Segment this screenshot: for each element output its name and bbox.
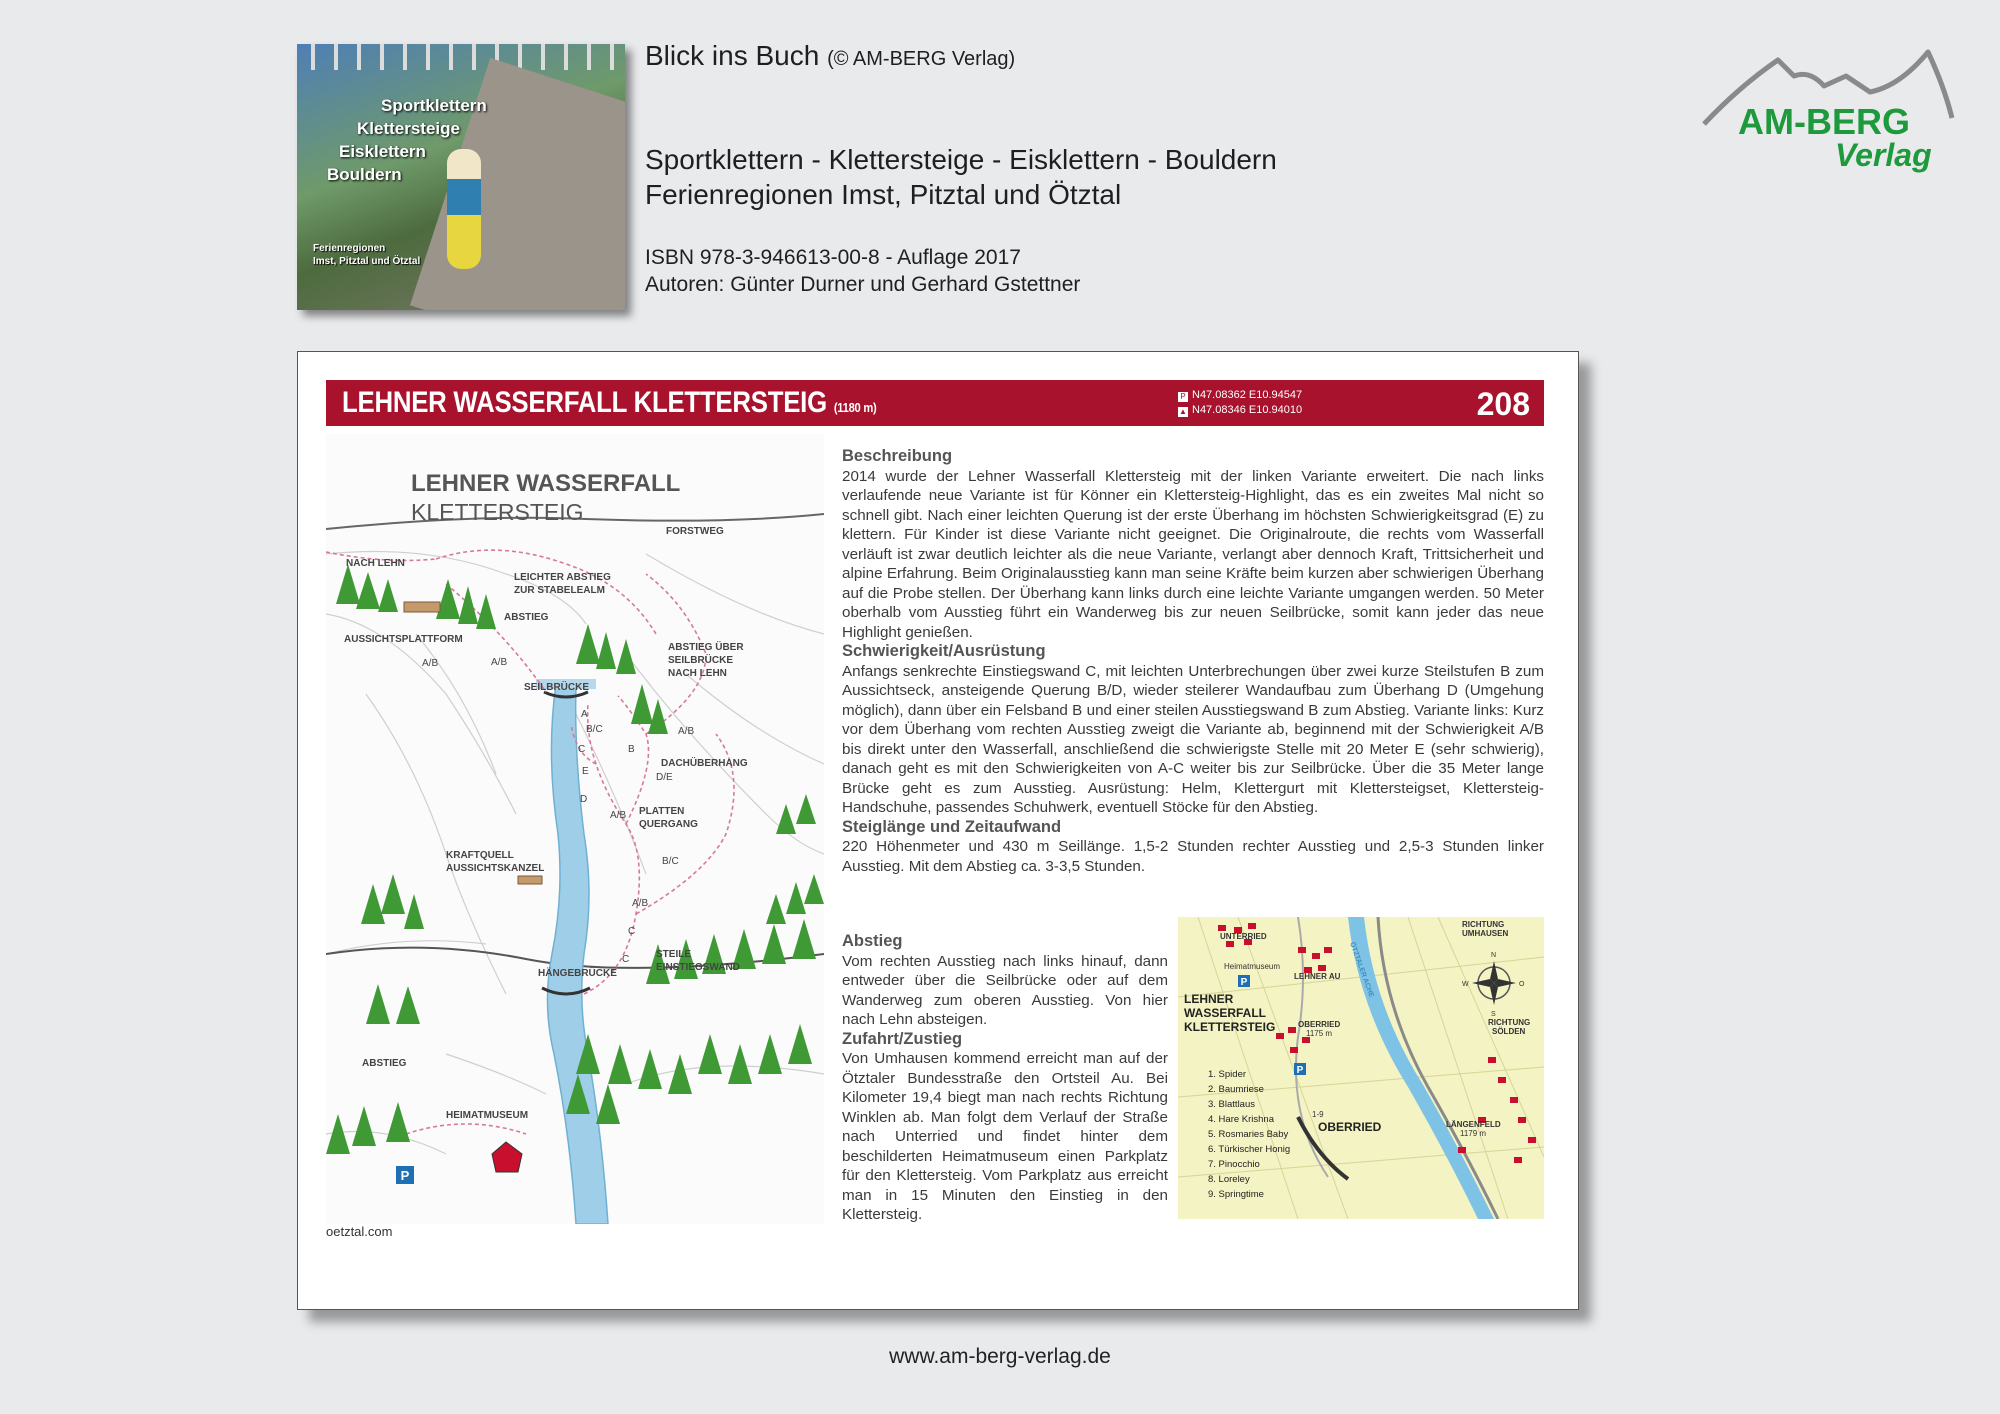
text-abstieg: Vom rechten Ausstieg nach links hinauf, dann entweder über die Seilbrücke oder auf dem Wanderweg zum oberen Ausstieg. Von hier nach Lehn absteigen. bbox=[842, 952, 1168, 1028]
label-heimatmuseum: HEIMATMUSEUM bbox=[446, 1110, 529, 1121]
cover-line-2: Klettersteige bbox=[357, 119, 460, 138]
loc-lehner-au: LEHNER AU bbox=[1294, 972, 1341, 981]
route-item: 8. Loreley bbox=[1208, 1174, 1250, 1185]
loc-oberried-small: OBERRIED bbox=[1298, 1020, 1341, 1029]
grade-label: D bbox=[580, 794, 588, 805]
publisher-logo bbox=[1700, 46, 1956, 176]
route-item: 6. Türkischer Honig bbox=[1208, 1144, 1291, 1155]
label-aussichtsplattform: AUSSICHTSPLATTFORM bbox=[344, 634, 463, 645]
location-map bbox=[1178, 917, 1544, 1219]
grade-label: A/B bbox=[422, 658, 439, 669]
grade-label: B bbox=[628, 744, 635, 755]
loc-richtung-umhausen-2: UMHAUSEN bbox=[1462, 929, 1509, 938]
book-meta bbox=[645, 244, 1080, 298]
parking-label: P bbox=[400, 1168, 410, 1183]
authors: Autoren: Günter Durner und Gerhard Gstettner bbox=[645, 273, 1081, 296]
heading-beschreibung: Beschreibung bbox=[842, 447, 953, 465]
parking-icon: P bbox=[1178, 392, 1188, 402]
text-schwierigkeit: Anfangs senkrechte Einstiegswand C, mit leichten Unterbrechungen über zwei kurze Steilstufen B zum Aussichtseck, ansteigende Querung B/D, wieder steilerer Wandaufbau zum Überhang D (Umgehung möglich), dann über ein Felsband B und einer steilen Ausstiegswand B zum Abstieg. Variante links: Kurz vor dem Überhang vom rechten Ausstieg zweigt die Variante ab, beginnend mit der Schwierigkeit A/B bis direkt unter den Wasserfall, anschließend die schwierigste Stelle mit 20 Meter E (sehr schwierig), danach geht es mit den Schwierigkeiten von A-C weiter bis zur Seilbrücke. Über die 35 Meter lange Brücke geht es zum Ausstieg. Ausrüstung: Helm, Klettergurt mit Klettersteigset, Klettersteig-Handschuhe, passendes Schuhwerk, eventuell Stöcke für den Abstieg. bbox=[842, 662, 1544, 816]
cover-line-3: Eisklettern bbox=[339, 142, 426, 161]
map-title-2: KLETTERSTEIG bbox=[411, 499, 584, 525]
grade-label: B/C bbox=[586, 724, 603, 735]
loc-richtung-umhausen-1: RICHTUNG bbox=[1462, 920, 1505, 929]
label-abstieg-ueber-3: NACH LEHN bbox=[668, 668, 727, 679]
banner-altitude: (1180 m) bbox=[833, 400, 877, 415]
route-item: 5. Rosmaries Baby bbox=[1208, 1129, 1289, 1140]
route-item: 9. Springtime bbox=[1208, 1189, 1264, 1200]
access-column bbox=[842, 932, 1168, 1225]
isbn: ISBN 978-3-946613-00-8 - Auflage 2017 bbox=[645, 246, 1021, 269]
cover-line-1: Sportklettern bbox=[381, 96, 487, 115]
book-title bbox=[645, 142, 1277, 212]
loc-parking-label-2: P bbox=[1296, 1065, 1304, 1076]
header-title-text: Blick ins Buch bbox=[645, 40, 820, 71]
gps-parking-text: N47.08362 E10.94547 bbox=[1192, 389, 1303, 401]
grade-label: D/E bbox=[656, 772, 673, 783]
label-forstweg: FORSTWEG bbox=[666, 526, 724, 537]
page-banner bbox=[326, 380, 1544, 426]
gps-start-text: N47.08346 E10.94010 bbox=[1192, 404, 1303, 416]
loc-unterried: UNTERRIED bbox=[1220, 932, 1267, 941]
start-icon: ▲ bbox=[1179, 407, 1187, 416]
cover-title bbox=[327, 94, 487, 186]
label-leichter-abstieg-2: ZUR STABELEALM bbox=[514, 585, 605, 596]
route-item: 2. Baumriese bbox=[1208, 1084, 1264, 1095]
kraftquell-bench bbox=[518, 876, 542, 884]
grade-label: B/C bbox=[662, 856, 679, 867]
cover-sub-1: Ferienregionen bbox=[313, 243, 386, 254]
loc-oberried-alt: 1175 m bbox=[1306, 1029, 1333, 1038]
loc-oberried-big: OBERRIED bbox=[1318, 1120, 1382, 1134]
aussichtsplattform-bench bbox=[404, 602, 440, 612]
label-platten-1: PLATTEN bbox=[639, 806, 685, 817]
label-haengebruecke: HÄNGEBRÜCKE bbox=[538, 968, 617, 979]
loc-richtung-soelden-2: SÖLDEN bbox=[1492, 1027, 1526, 1036]
loc-title-3: KLETTERSTEIG bbox=[1184, 1020, 1276, 1034]
label-abstieg-left: ABSTIEG bbox=[362, 1058, 407, 1069]
cover-subtitle bbox=[313, 242, 420, 268]
compass-o: O bbox=[1519, 981, 1525, 988]
gps-block bbox=[1178, 388, 1302, 418]
grade-label: A/B bbox=[632, 898, 649, 909]
website-url: www.am-berg-verlag.de bbox=[889, 1345, 1111, 1368]
text-zufahrt: Von Umhausen kommend erreicht man auf der Ötztaler Bundesstraße den Ortsteil Au. Bei Kilometer 19,4 biegt man nach rechts Richtung Winklen ab. Man folgt dem Verlauf der Straße nach Unterried und findet hinter dem beschilderten Heimatmuseum einen Parkplatz für den Klettersteig. Vom Parkplatz aus erreicht man in 15 Minuten den Einstieg in den Klettersteig. bbox=[842, 1050, 1168, 1223]
heading-steiglaenge: Steiglänge und Zeitaufwand bbox=[842, 817, 1062, 836]
label-steile-2: EINSTIEGSWAND bbox=[656, 962, 740, 973]
label-abstieg-ueber-1: ABSTIEG ÜBER bbox=[668, 642, 744, 653]
cover-sub-2: Imst, Pitztal und Ötztal bbox=[313, 256, 421, 267]
label-kraftquell-2: AUSSICHTSKANZEL bbox=[446, 863, 545, 874]
banner-title-text: LEHNER WASSERFALL KLETTERSTEIG bbox=[342, 386, 827, 419]
topo-map bbox=[326, 434, 824, 1224]
grade-label: A/B bbox=[491, 657, 508, 668]
cover-line-4: Bouldern bbox=[327, 165, 402, 184]
header-title bbox=[645, 40, 1015, 72]
logo-text-1: AM-BERG bbox=[1738, 101, 1910, 142]
label-steile-1: STEILE bbox=[656, 949, 692, 960]
heading-zufahrt: Zufahrt/Zustieg bbox=[842, 1029, 963, 1048]
loc-title-2: WASSERFALL bbox=[1184, 1006, 1267, 1020]
logo-text-2: Verlag bbox=[1835, 137, 1932, 173]
grade-label: C bbox=[628, 926, 636, 937]
loc-laengenfeld: LÄNGENFELD bbox=[1446, 1120, 1501, 1129]
grade-label: A/B bbox=[678, 726, 695, 737]
map-credit: oetztal.com bbox=[326, 1224, 393, 1239]
book-cover bbox=[297, 44, 625, 310]
label-abstieg-top: ABSTIEG bbox=[504, 612, 549, 623]
text-beschreibung: 2014 wurde der Lehner Wasserfall Klettersteig mit der linken Variante erweitert. Die nach links verlaufende neue Variante ist für Könner ein Klettersteig-Highlight, das es ein zweites Mal nicht so schnell gibt. Nach einer leichten Querung ist der erste Überhang im höchsten Schwierigkeitsgrad (E) zu klettern. Für Kinder ist diese Variante nicht geeignet. Die Originalroute, die rechts vom Wasserfall verläuft ist zwar deutlich leichter als die neue Variante, verlangt aber dennoch Kraft, Trittsicherheit und alpine Erfahrung. Beim Originalausstieg kann man seine Kräfte beim kurzen aber schwierigen Überhang auf die Probe stellen. Der Überhang kann links durch eine leichte Variante umgangen werden. 50 Meter oberhalb vom Ausstieg führt ein Wanderweg bis zur neuen Seilbrücke, somit kann jeder das neue Highlight genießen. bbox=[842, 467, 1544, 641]
route-item: 4. Hare Krishna bbox=[1208, 1114, 1275, 1125]
label-kraftquell-1: KRAFTQUELL bbox=[446, 850, 514, 861]
label-dachueberhang: DACHÜBERHANG bbox=[661, 758, 748, 769]
heading-schwierigkeit: Schwierigkeit/Ausrüstung bbox=[842, 642, 1046, 660]
grade-label: A/B bbox=[610, 810, 627, 821]
banner-title bbox=[342, 386, 877, 420]
page-number: 208 bbox=[1476, 386, 1530, 422]
label-seilbruecke: SEILBRÜCKE bbox=[524, 682, 590, 693]
label-leichter-abstieg-1: LEICHTER ABSTIEG bbox=[514, 572, 611, 583]
route-item: 1. Spider bbox=[1208, 1069, 1247, 1080]
book-page bbox=[297, 351, 1579, 1310]
loc-oetztaler-ache: ÖTZTALER ACHE bbox=[1348, 941, 1375, 999]
book-title-line-1: Sportklettern - Klettersteige - Eisklettern - Bouldern bbox=[645, 144, 1277, 175]
gps-start bbox=[1178, 403, 1302, 418]
label-abstieg-ueber-2: SEILBRÜCKE bbox=[668, 655, 734, 666]
grade-label: C bbox=[622, 954, 630, 965]
loc-title-1: LEHNER bbox=[1184, 992, 1234, 1006]
spiral-binding bbox=[297, 44, 625, 70]
compass-s: S bbox=[1491, 1011, 1496, 1018]
compass-n: N bbox=[1491, 952, 1497, 959]
loc-heimatmuseum: Heimatmuseum bbox=[1224, 962, 1281, 971]
loc-parking-label-1: P bbox=[1240, 977, 1248, 988]
loc-route-label: 1-9 bbox=[1312, 1110, 1324, 1119]
description-column bbox=[842, 447, 1544, 876]
label-platten-2: QUERGANG bbox=[639, 819, 698, 830]
loc-richtung-soelden-1: RICHTUNG bbox=[1488, 1018, 1531, 1027]
grade-label: E bbox=[582, 766, 589, 777]
compass-w: W bbox=[1462, 981, 1469, 988]
grade-label: C bbox=[578, 744, 586, 755]
label-nach-lehn: NACH LEHN bbox=[346, 558, 405, 569]
header-copyright: (© AM-BERG Verlag) bbox=[827, 48, 1016, 70]
map-title-1: LEHNER WASSERFALL bbox=[411, 470, 681, 497]
grade-label: A bbox=[581, 709, 588, 720]
text-steiglaenge: 220 Höhenmeter und 430 m Seillänge. 1,5-2 Stunden rechter Ausstieg und 2,5-3 Stunden linker Ausstieg. Mit dem Abstieg ca. 3-3,5 Stunden. bbox=[842, 838, 1544, 875]
gps-parking bbox=[1178, 388, 1302, 403]
loc-laengenfeld-alt: 1179 m bbox=[1460, 1129, 1487, 1138]
book-title-line-2: Ferienregionen Imst, Pitztal und Ötztal bbox=[645, 179, 1122, 210]
route-item: 7. Pinocchio bbox=[1208, 1159, 1260, 1170]
route-item: 3. Blattlaus bbox=[1208, 1099, 1255, 1110]
heading-abstieg: Abstieg bbox=[842, 932, 903, 950]
